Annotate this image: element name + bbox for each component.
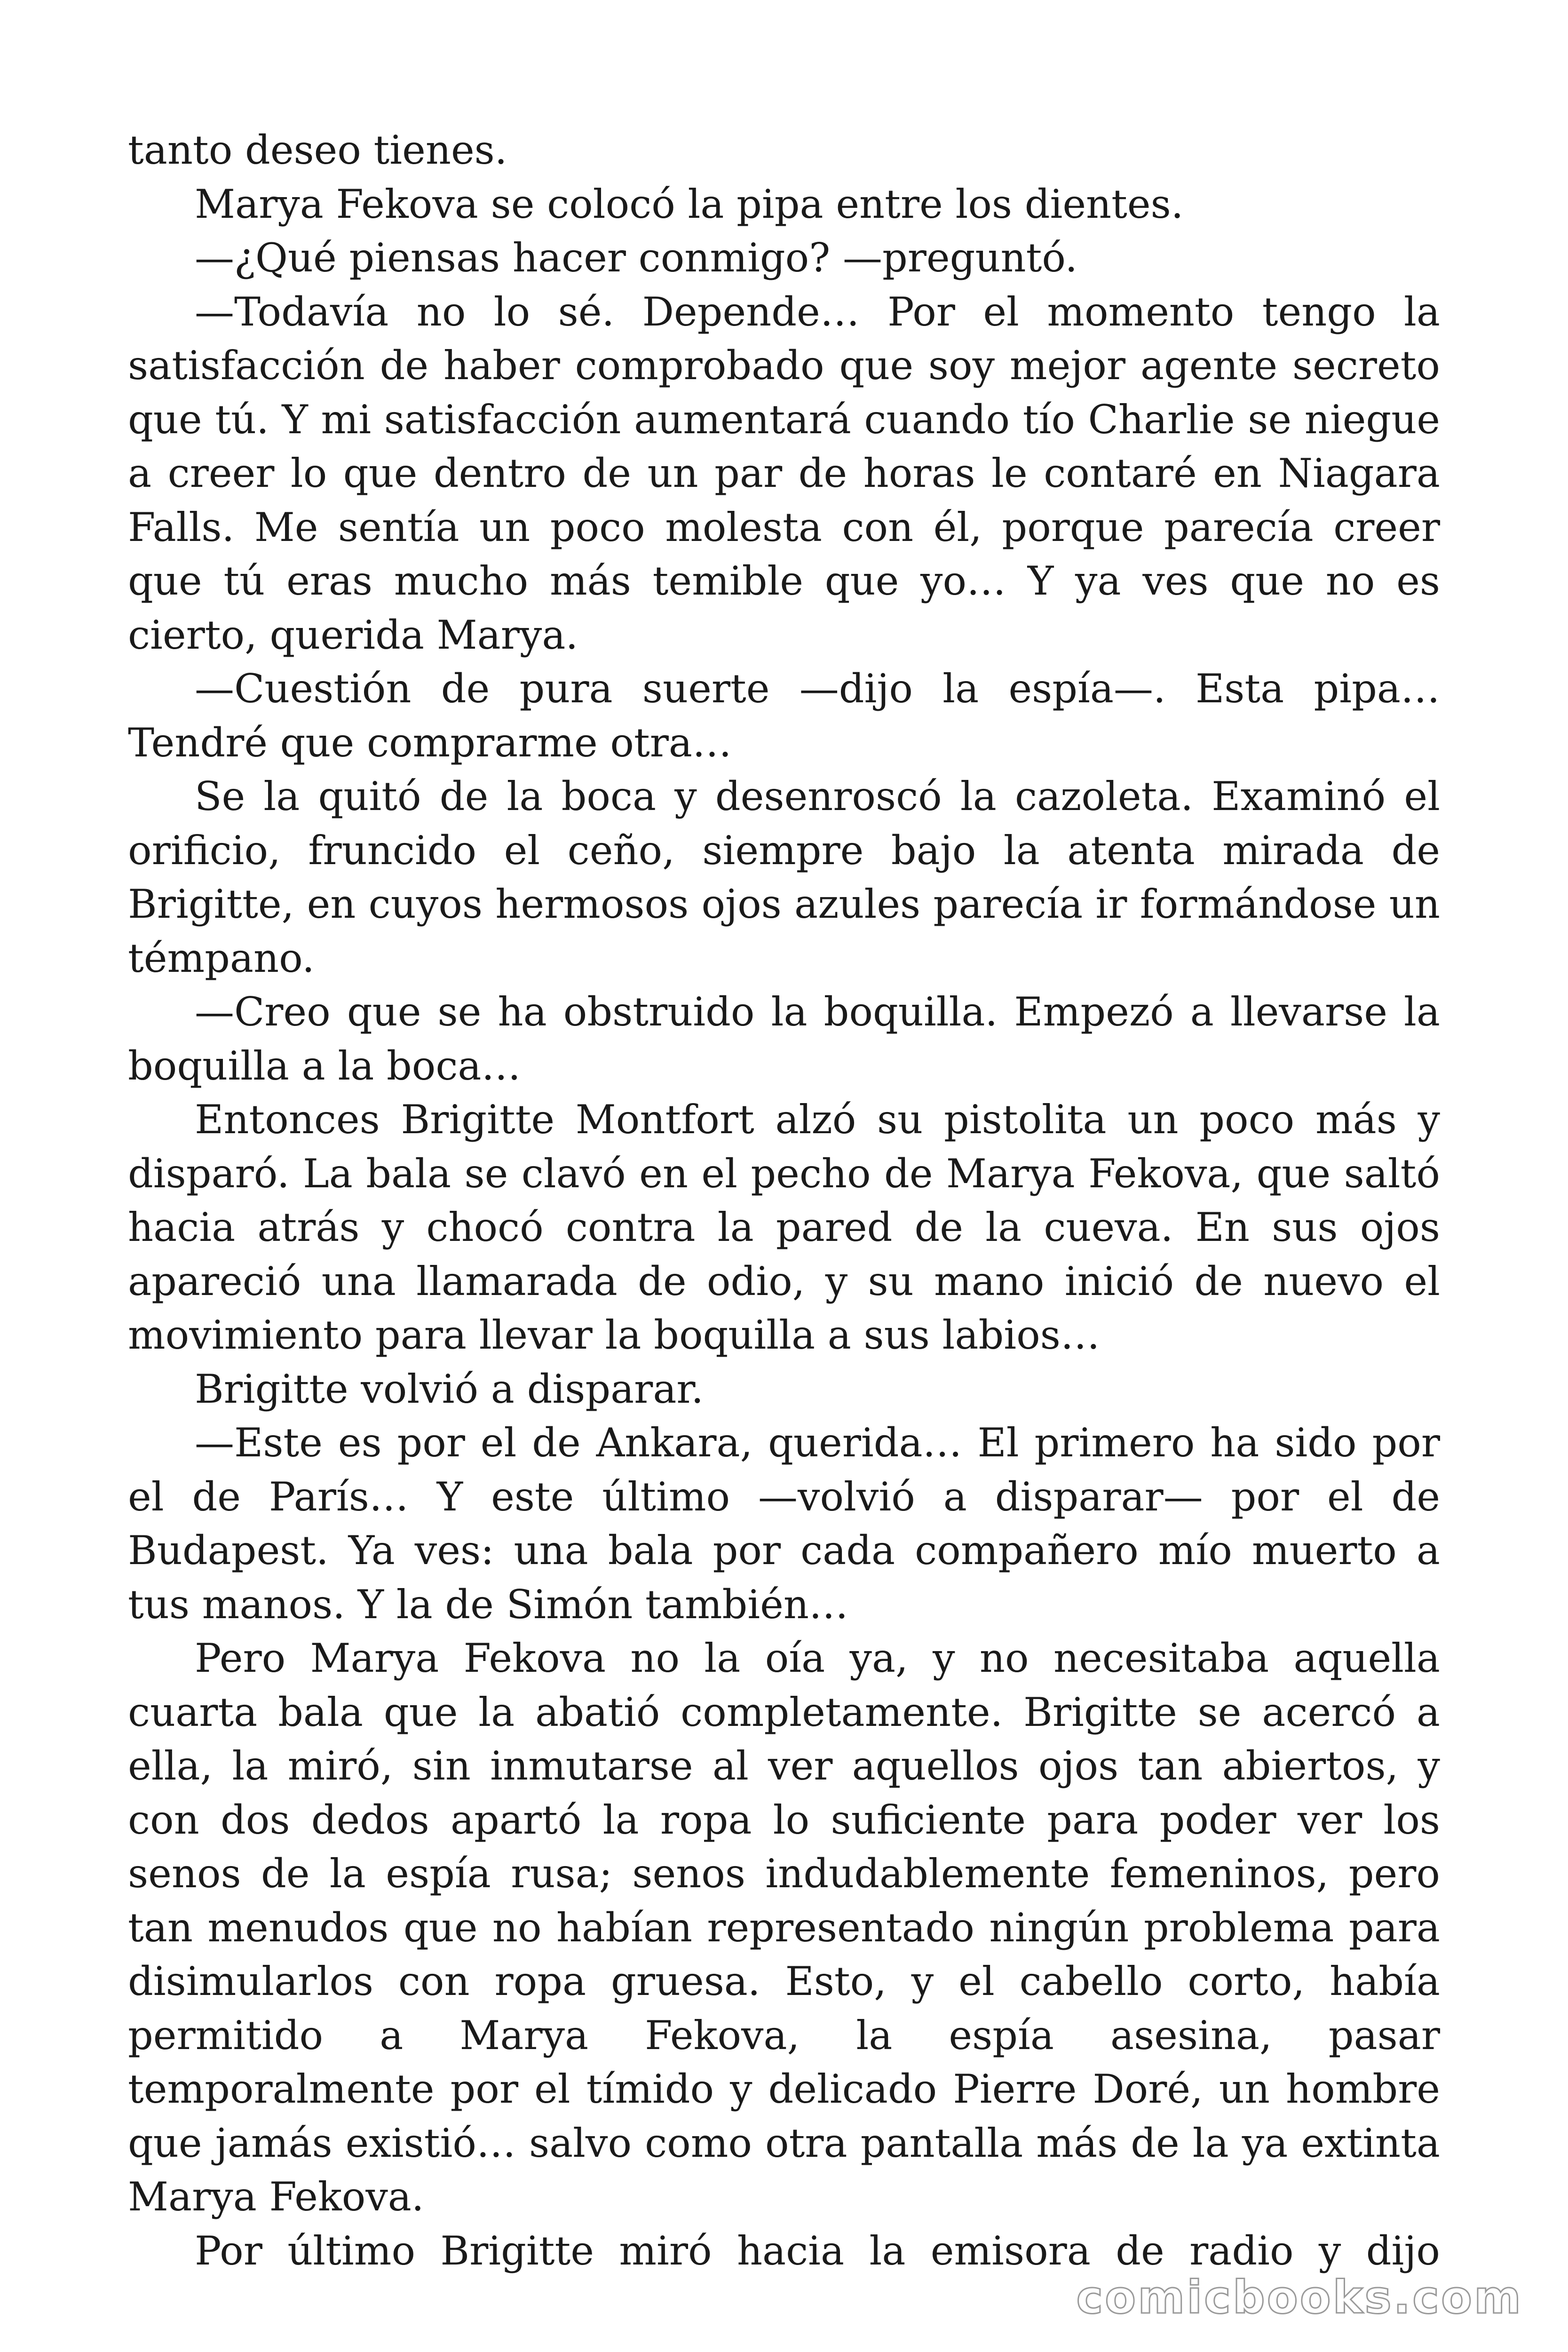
paragraph-7: —Creo que se ha obstruido la boquilla. Empezó a llevarse la boquilla a la boca… <box>128 989 1440 1089</box>
paragraph-9: Brigitte volvió a disparar. <box>195 1366 704 1412</box>
paragraph-11: Pero Marya Fekova no la oía ya, y no necesitaba aquella cuarta bala que la abatió completamente. Brigitte se acercó a ella, la miró, sin inmutarse al ver aquellos ojos tan abiertos, y con dos dedos apartó la ropa lo suficiente para poder ver los senos de la espía rusa; senos indudablemente femeninos, pero tan menudos que no habían representado ningún problema para disimularlos con ropa gruesa. Esto, y el cabello corto, había permitido a Marya Fekova, la espía asesina, pasar temporalmente por el tímido y delicado Pierre Doré, un hombre que jamás existió… salvo como otra pantalla más de la ya extinta Marya Fekova. <box>128 1635 1440 2220</box>
paragraph-10: —Este es por el de Ankara, querida… El primero ha sido por el de París… Y este último —volvió a disparar— por el de Budapest. Ya ves: una bala por cada compañero mío muerto a tus manos. Y la de Simón también… <box>128 1420 1440 1628</box>
paragraph-3: —¿Qué piensas hacer conmigo? —preguntó. <box>195 235 1078 281</box>
paragraph-1: tanto deseo tienes. <box>128 127 507 173</box>
body-text <box>128 123 1440 2278</box>
paragraph-4: —Todavía no lo sé. Depende… Por el momento tengo la satisfacción de haber comprobado que soy mejor agente secreto que tú. Y mi satisfacción aumentará cuando tío Charlie se niegue a creer lo que dentro de un par de horas le contaré en Niagara Falls. Me sentía un poco molesta con él, porque parecía creer que tú eras mucho más temible que yo… Y ya ves que no es cierto, querida Marya. <box>128 288 1440 658</box>
paragraph-8: Entonces Brigitte Montfort alzó su pistolita un poco más y disparó. La bala se clavó en el pecho de Marya Fekova, que saltó hacia atrás y chocó contra la pared de la cueva. En sus ojos apareció una llamarada de odio, y su mano inició de nuevo el movimiento para llevar la boquilla a sus labios… <box>128 1097 1440 1358</box>
paragraph-6: Se la quitó de la boca y desenroscó la cazoleta. Examinó el orificio, fruncido el ceño, siempre bajo la atenta mirada de Brigitte, en cuyos hermosos ojos azules parecía ir formándose un témpano. <box>128 773 1440 981</box>
watermark: comicbooks.com <box>1076 2271 1523 2324</box>
paragraph-2: Marya Fekova se colocó la pipa entre los dientes. <box>195 181 1184 227</box>
paragraph-5: —Cuestión de pura suerte —dijo la espía—. Esta pipa… Tendré que comprarme otra… <box>128 666 1440 766</box>
paragraph-12: Por último Brigitte miró hacia la emisora de radio y dijo <box>195 2227 1440 2274</box>
